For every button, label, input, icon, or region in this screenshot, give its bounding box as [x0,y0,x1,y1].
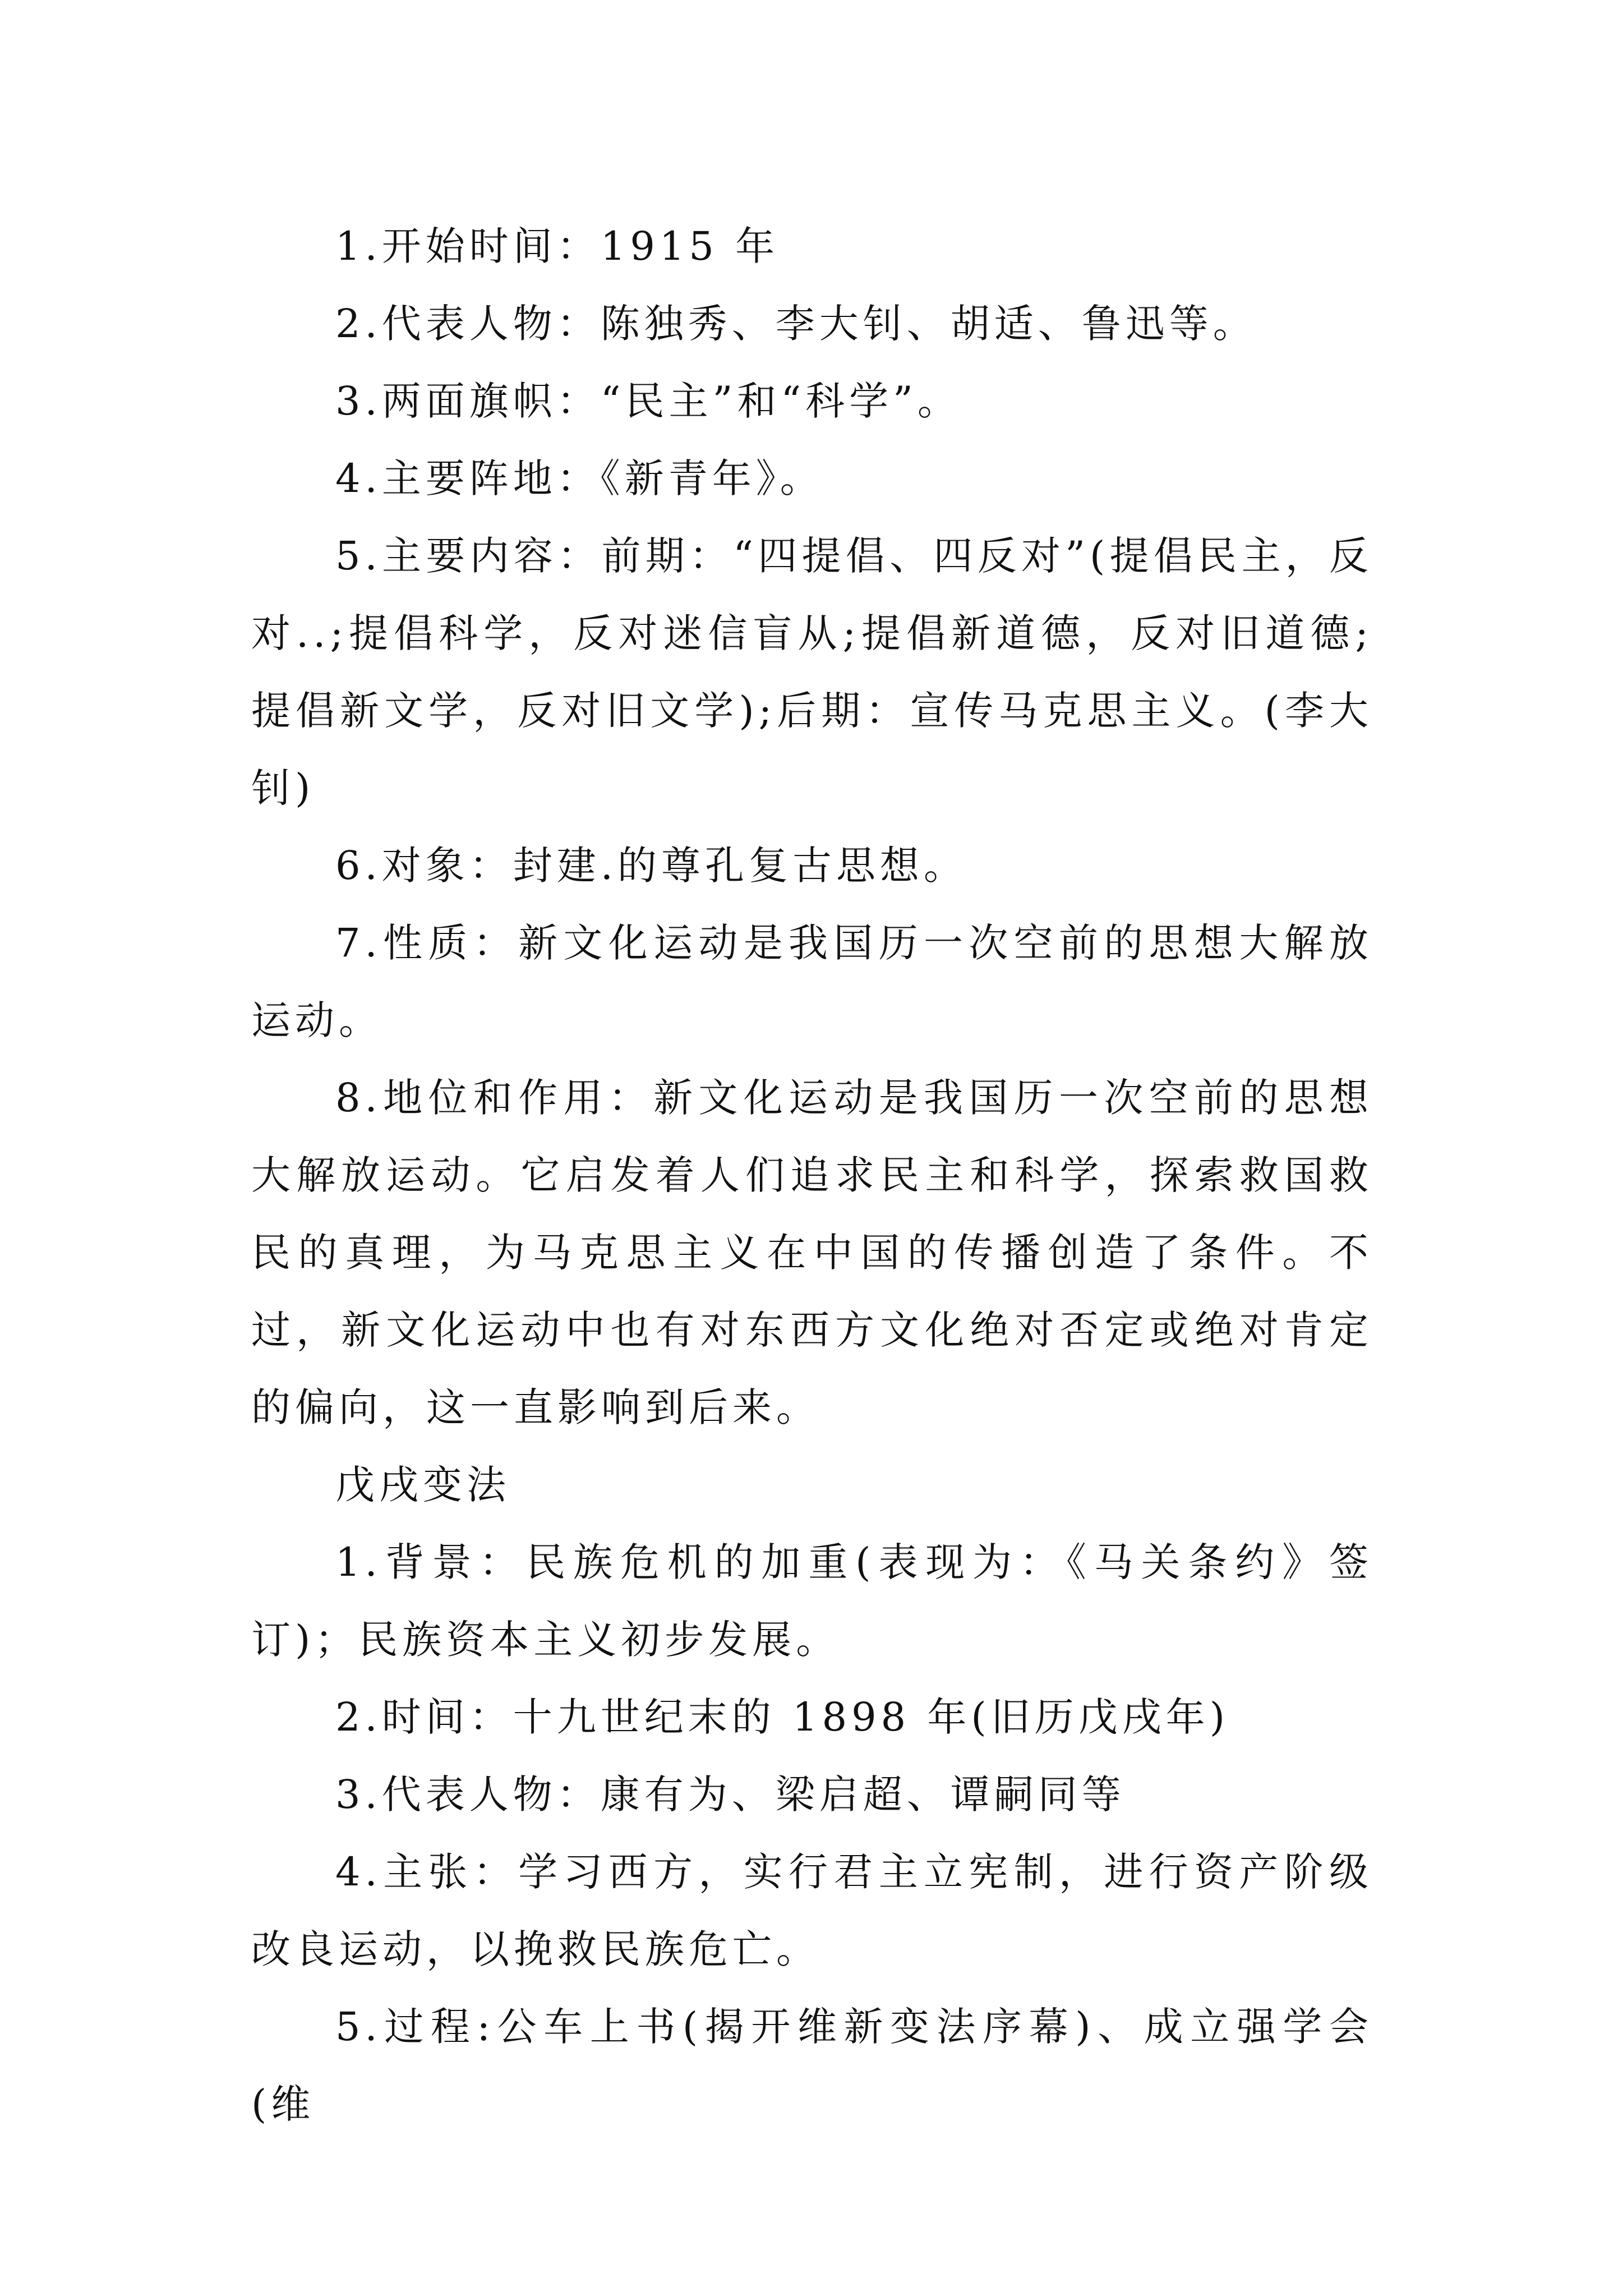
section-heading-wuxu-reform: 戊戌变法 [335,1462,510,1508]
paragraph-representatives: 2.代表人物：陈独秀、李大钊、胡适、鲁迅等。 [335,301,1257,347]
paragraph-significance: 8.地位和作用：新文化运动是我国历一次空前的思想大解放运动。它启发着人们追求民主和科学，探索救国救民的真理，为马克思主义在中国的传播创造了条件。不过，新文化运动中也有对东西方文化绝对否定或绝对肯定的偏向，这一直影响到后来。 [251,1075,1373,1430]
paragraph-time: 2.时间：十九世纪末的 1898 年(旧历戊戌年) [335,1694,1230,1740]
document-body [251,208,1373,2143]
paragraph-main-position: 4.主要阵地：《新青年》。 [335,455,824,501]
paragraph-proposition: 4.主张：学习西方，实行君主立宪制，进行资产阶级改良运动，以挽救民族危亡。 [251,1849,1373,1972]
paragraph-target: 6.对象：封建.的尊孔复古思想。 [335,843,968,889]
paragraph-main-content: 5.主要内容：前期：“四提倡、四反对”(提倡民主，反对..;提倡科学，反对迷信盲从;提倡新道德，反对旧道德;提倡新文学，反对旧文学);后期：宣传马克思主义。(李大钊) [251,533,1373,811]
paragraph-nature: 7.性质：新文化运动是我国历一次空前的思想大解放运动。 [251,920,1373,1043]
paragraph-start-time: 1.开始时间：1915 年 [335,223,780,269]
paragraph-reform-representatives: 3.代表人物：康有为、梁启超、谭嗣同等 [335,1772,1126,1818]
paragraph-two-banners: 3.两面旗帜：“民主”和“科学”。 [335,378,961,424]
paragraph-background: 1.背景：民族危机的加重(表现为：《马关条约》签订)；民族资本主义初步发展。 [251,1539,1373,1663]
paragraph-process: 5.过程:公车上书(揭开维新变法序幕)、成立强学会(维 [251,2004,1373,2127]
